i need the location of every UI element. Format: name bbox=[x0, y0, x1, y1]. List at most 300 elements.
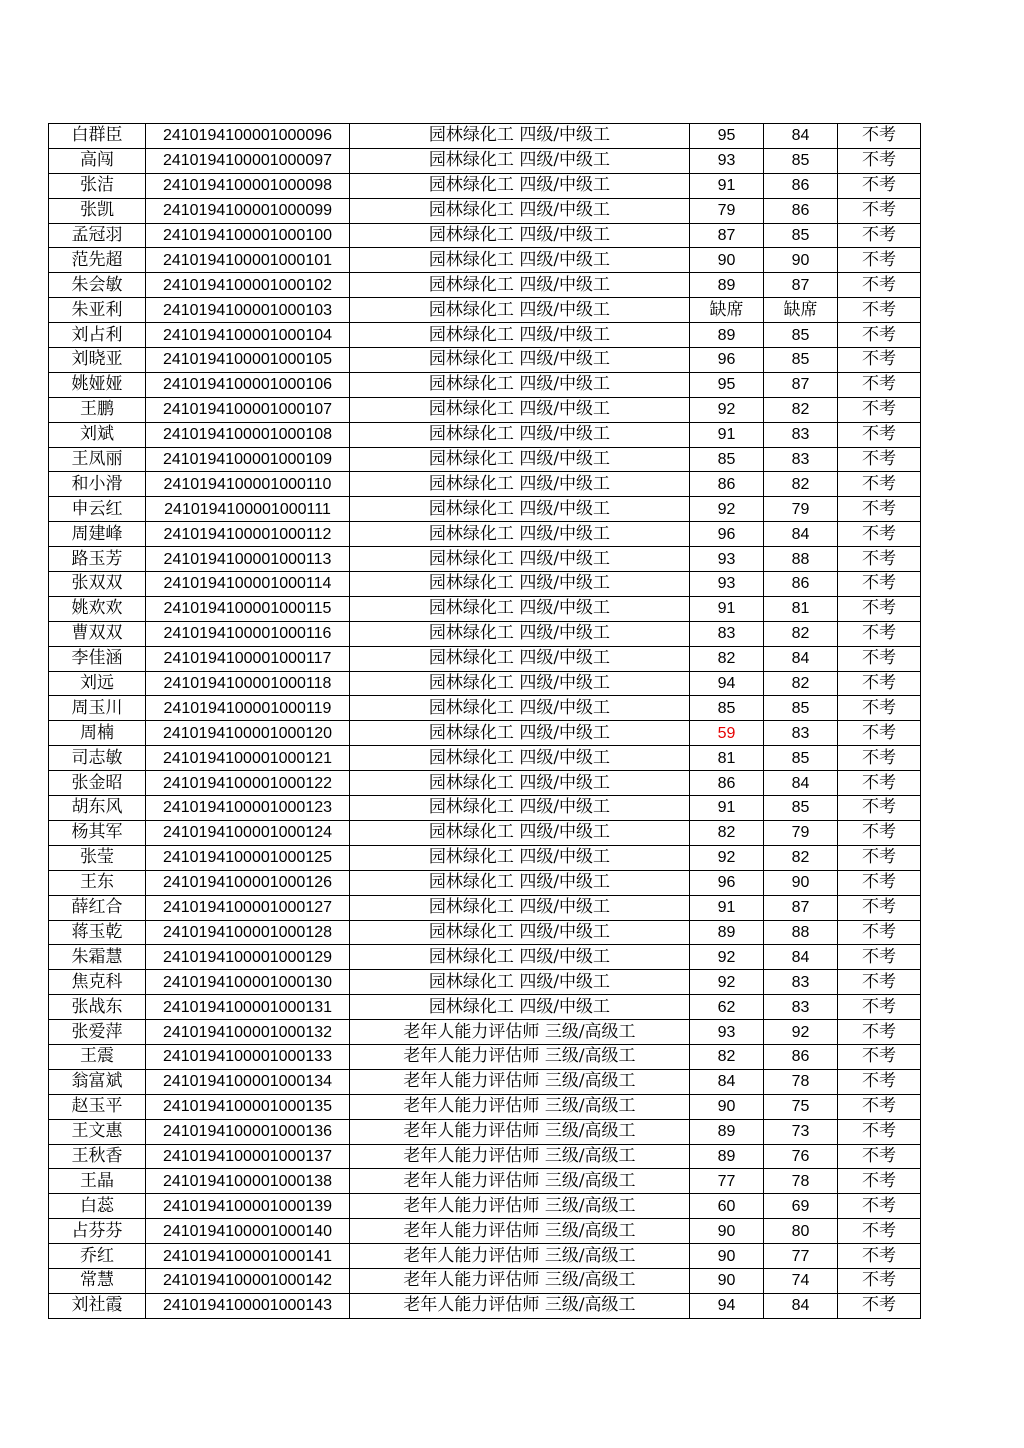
theory-score-cell: 93 bbox=[690, 148, 764, 173]
remark-cell: 不考 bbox=[838, 746, 921, 771]
theory-score-cell: 86 bbox=[690, 771, 764, 796]
ticket-id-cell: 2410194100001000110 bbox=[146, 472, 350, 497]
name-cell: 张莹 bbox=[49, 845, 146, 870]
table-row bbox=[49, 1144, 921, 1169]
occupation-cell: 园林绿化工 四级/中级工 bbox=[350, 497, 690, 522]
skill-score-cell: 78 bbox=[764, 1169, 838, 1194]
skill-score-cell: 75 bbox=[764, 1094, 838, 1119]
skill-score-cell: 86 bbox=[764, 173, 838, 198]
ticket-id-cell: 2410194100001000098 bbox=[146, 173, 350, 198]
occupation-cell: 老年人能力评估师 三级/高级工 bbox=[350, 1169, 690, 1194]
score-table-body bbox=[49, 124, 921, 1319]
remark-cell: 不考 bbox=[838, 447, 921, 472]
theory-score-cell: 81 bbox=[690, 746, 764, 771]
theory-score-cell: 84 bbox=[690, 1069, 764, 1094]
remark-cell: 不考 bbox=[838, 522, 921, 547]
table-row bbox=[49, 547, 921, 572]
skill-score-cell: 84 bbox=[764, 945, 838, 970]
remark-cell: 不考 bbox=[838, 323, 921, 348]
name-cell: 王震 bbox=[49, 1044, 146, 1069]
ticket-id-cell: 2410194100001000120 bbox=[146, 721, 350, 746]
theory-score-cell: 90 bbox=[690, 248, 764, 273]
remark-cell: 不考 bbox=[838, 845, 921, 870]
table-row bbox=[49, 273, 921, 298]
ticket-id-cell: 2410194100001000138 bbox=[146, 1169, 350, 1194]
theory-score-cell: 94 bbox=[690, 1293, 764, 1318]
ticket-id-cell: 2410194100001000099 bbox=[146, 198, 350, 223]
ticket-id-cell: 2410194100001000143 bbox=[146, 1293, 350, 1318]
remark-cell: 不考 bbox=[838, 945, 921, 970]
theory-score-cell: 86 bbox=[690, 472, 764, 497]
remark-cell: 不考 bbox=[838, 1144, 921, 1169]
theory-score-cell: 82 bbox=[690, 1044, 764, 1069]
skill-score-cell: 82 bbox=[764, 621, 838, 646]
skill-score-cell: 88 bbox=[764, 920, 838, 945]
table-row bbox=[49, 671, 921, 696]
remark-cell: 不考 bbox=[838, 497, 921, 522]
occupation-cell: 园林绿化工 四级/中级工 bbox=[350, 820, 690, 845]
table-row bbox=[49, 1293, 921, 1318]
name-cell: 周楠 bbox=[49, 721, 146, 746]
remark-cell: 不考 bbox=[838, 173, 921, 198]
theory-score-cell: 82 bbox=[690, 646, 764, 671]
remark-cell: 不考 bbox=[838, 646, 921, 671]
skill-score-cell: 84 bbox=[764, 771, 838, 796]
occupation-cell: 园林绿化工 四级/中级工 bbox=[350, 870, 690, 895]
occupation-cell: 老年人能力评估师 三级/高级工 bbox=[350, 1293, 690, 1318]
remark-cell: 不考 bbox=[838, 298, 921, 323]
occupation-cell: 老年人能力评估师 三级/高级工 bbox=[350, 1144, 690, 1169]
table-row bbox=[49, 1069, 921, 1094]
theory-score-cell: 85 bbox=[690, 696, 764, 721]
skill-score-cell: 87 bbox=[764, 372, 838, 397]
ticket-id-cell: 2410194100001000142 bbox=[146, 1268, 350, 1293]
skill-score-cell: 79 bbox=[764, 820, 838, 845]
remark-cell: 不考 bbox=[838, 1069, 921, 1094]
table-row bbox=[49, 820, 921, 845]
theory-score-cell: 89 bbox=[690, 920, 764, 945]
remark-cell: 不考 bbox=[838, 397, 921, 422]
name-cell: 李佳涵 bbox=[49, 646, 146, 671]
remark-cell: 不考 bbox=[838, 1020, 921, 1045]
ticket-id-cell: 2410194100001000117 bbox=[146, 646, 350, 671]
table-row bbox=[49, 1219, 921, 1244]
ticket-id-cell: 2410194100001000125 bbox=[146, 845, 350, 870]
occupation-cell: 园林绿化工 四级/中级工 bbox=[350, 646, 690, 671]
table-row bbox=[49, 447, 921, 472]
theory-score-cell: 60 bbox=[690, 1194, 764, 1219]
ticket-id-cell: 2410194100001000128 bbox=[146, 920, 350, 945]
name-cell: 赵玉平 bbox=[49, 1094, 146, 1119]
skill-score-cell: 84 bbox=[764, 1293, 838, 1318]
table-row bbox=[49, 348, 921, 373]
occupation-cell: 园林绿化工 四级/中级工 bbox=[350, 696, 690, 721]
table-row bbox=[49, 223, 921, 248]
skill-score-cell: 87 bbox=[764, 895, 838, 920]
theory-score-cell: 90 bbox=[690, 1094, 764, 1119]
table-row bbox=[49, 148, 921, 173]
remark-cell: 不考 bbox=[838, 1044, 921, 1069]
remark-cell: 不考 bbox=[838, 596, 921, 621]
remark-cell: 不考 bbox=[838, 547, 921, 572]
ticket-id-cell: 2410194100001000115 bbox=[146, 596, 350, 621]
theory-score-cell: 91 bbox=[690, 796, 764, 821]
occupation-cell: 老年人能力评估师 三级/高级工 bbox=[350, 1020, 690, 1045]
table-row bbox=[49, 522, 921, 547]
ticket-id-cell: 2410194100001000100 bbox=[146, 223, 350, 248]
occupation-cell: 老年人能力评估师 三级/高级工 bbox=[350, 1044, 690, 1069]
remark-cell: 不考 bbox=[838, 148, 921, 173]
occupation-cell: 园林绿化工 四级/中级工 bbox=[350, 796, 690, 821]
occupation-cell: 老年人能力评估师 三级/高级工 bbox=[350, 1268, 690, 1293]
theory-score-cell: 89 bbox=[690, 1119, 764, 1144]
ticket-id-cell: 2410194100001000130 bbox=[146, 970, 350, 995]
ticket-id-cell: 2410194100001000141 bbox=[146, 1244, 350, 1269]
occupation-cell: 老年人能力评估师 三级/高级工 bbox=[350, 1069, 690, 1094]
theory-score-cell: 91 bbox=[690, 895, 764, 920]
ticket-id-cell: 2410194100001000102 bbox=[146, 273, 350, 298]
name-cell: 翁富斌 bbox=[49, 1069, 146, 1094]
ticket-id-cell: 2410194100001000119 bbox=[146, 696, 350, 721]
table-row bbox=[49, 870, 921, 895]
occupation-cell: 园林绿化工 四级/中级工 bbox=[350, 273, 690, 298]
skill-score-cell: 82 bbox=[764, 397, 838, 422]
theory-score-cell: 95 bbox=[690, 372, 764, 397]
table-row bbox=[49, 497, 921, 522]
occupation-cell: 园林绿化工 四级/中级工 bbox=[350, 522, 690, 547]
table-row bbox=[49, 1244, 921, 1269]
ticket-id-cell: 2410194100001000106 bbox=[146, 372, 350, 397]
ticket-id-cell: 2410194100001000105 bbox=[146, 348, 350, 373]
skill-score-cell: 85 bbox=[764, 223, 838, 248]
skill-score-cell: 82 bbox=[764, 671, 838, 696]
table-row bbox=[49, 920, 921, 945]
remark-cell: 不考 bbox=[838, 124, 921, 149]
table-row bbox=[49, 124, 921, 149]
skill-score-cell: 79 bbox=[764, 497, 838, 522]
remark-cell: 不考 bbox=[838, 198, 921, 223]
skill-score-cell: 86 bbox=[764, 572, 838, 597]
skill-score-cell: 83 bbox=[764, 970, 838, 995]
name-cell: 曹双双 bbox=[49, 621, 146, 646]
name-cell: 张洁 bbox=[49, 173, 146, 198]
ticket-id-cell: 2410194100001000118 bbox=[146, 671, 350, 696]
skill-score-cell: 84 bbox=[764, 124, 838, 149]
remark-cell: 不考 bbox=[838, 472, 921, 497]
theory-score-cell: 62 bbox=[690, 995, 764, 1020]
table-row bbox=[49, 721, 921, 746]
theory-score-cell: 缺席 bbox=[690, 298, 764, 323]
skill-score-cell: 73 bbox=[764, 1119, 838, 1144]
name-cell: 朱霜慧 bbox=[49, 945, 146, 970]
theory-score-cell: 94 bbox=[690, 671, 764, 696]
name-cell: 范先超 bbox=[49, 248, 146, 273]
theory-score-cell: 89 bbox=[690, 1144, 764, 1169]
remark-cell: 不考 bbox=[838, 422, 921, 447]
table-row bbox=[49, 1094, 921, 1119]
theory-score-cell: 95 bbox=[690, 124, 764, 149]
skill-score-cell: 86 bbox=[764, 198, 838, 223]
table-row bbox=[49, 970, 921, 995]
remark-cell: 不考 bbox=[838, 1293, 921, 1318]
ticket-id-cell: 2410194100001000097 bbox=[146, 148, 350, 173]
ticket-id-cell: 2410194100001000101 bbox=[146, 248, 350, 273]
theory-score-cell: 91 bbox=[690, 173, 764, 198]
remark-cell: 不考 bbox=[838, 1194, 921, 1219]
skill-score-cell: 85 bbox=[764, 348, 838, 373]
ticket-id-cell: 2410194100001000109 bbox=[146, 447, 350, 472]
ticket-id-cell: 2410194100001000123 bbox=[146, 796, 350, 821]
occupation-cell: 园林绿化工 四级/中级工 bbox=[350, 746, 690, 771]
occupation-cell: 园林绿化工 四级/中级工 bbox=[350, 721, 690, 746]
ticket-id-cell: 2410194100001000135 bbox=[146, 1094, 350, 1119]
ticket-id-cell: 2410194100001000127 bbox=[146, 895, 350, 920]
theory-score-cell: 96 bbox=[690, 870, 764, 895]
name-cell: 占芬芬 bbox=[49, 1219, 146, 1244]
occupation-cell: 园林绿化工 四级/中级工 bbox=[350, 671, 690, 696]
skill-score-cell: 90 bbox=[764, 870, 838, 895]
skill-score-cell: 82 bbox=[764, 845, 838, 870]
remark-cell: 不考 bbox=[838, 372, 921, 397]
ticket-id-cell: 2410194100001000108 bbox=[146, 422, 350, 447]
occupation-cell: 园林绿化工 四级/中级工 bbox=[350, 920, 690, 945]
name-cell: 张战东 bbox=[49, 995, 146, 1020]
ticket-id-cell: 2410194100001000104 bbox=[146, 323, 350, 348]
name-cell: 王晶 bbox=[49, 1169, 146, 1194]
remark-cell: 不考 bbox=[838, 1119, 921, 1144]
skill-score-cell: 83 bbox=[764, 422, 838, 447]
name-cell: 高闯 bbox=[49, 148, 146, 173]
occupation-cell: 园林绿化工 四级/中级工 bbox=[350, 970, 690, 995]
skill-score-cell: 90 bbox=[764, 248, 838, 273]
ticket-id-cell: 2410194100001000129 bbox=[146, 945, 350, 970]
name-cell: 周玉川 bbox=[49, 696, 146, 721]
theory-score-cell: 90 bbox=[690, 1244, 764, 1269]
theory-score-cell: 79 bbox=[690, 198, 764, 223]
name-cell: 路玉芳 bbox=[49, 547, 146, 572]
theory-score-cell: 93 bbox=[690, 1020, 764, 1045]
remark-cell: 不考 bbox=[838, 273, 921, 298]
remark-cell: 不考 bbox=[838, 771, 921, 796]
skill-score-cell: 83 bbox=[764, 995, 838, 1020]
occupation-cell: 园林绿化工 四级/中级工 bbox=[350, 945, 690, 970]
ticket-id-cell: 2410194100001000114 bbox=[146, 572, 350, 597]
theory-score-cell: 96 bbox=[690, 348, 764, 373]
name-cell: 张双双 bbox=[49, 572, 146, 597]
ticket-id-cell: 2410194100001000111 bbox=[146, 497, 350, 522]
ticket-id-cell: 2410194100001000137 bbox=[146, 1144, 350, 1169]
name-cell: 姚欢欢 bbox=[49, 596, 146, 621]
table-row bbox=[49, 845, 921, 870]
occupation-cell: 园林绿化工 四级/中级工 bbox=[350, 397, 690, 422]
occupation-cell: 园林绿化工 四级/中级工 bbox=[350, 621, 690, 646]
table-row bbox=[49, 173, 921, 198]
theory-score-cell: 85 bbox=[690, 447, 764, 472]
skill-score-cell: 69 bbox=[764, 1194, 838, 1219]
table-row bbox=[49, 945, 921, 970]
name-cell: 和小滑 bbox=[49, 472, 146, 497]
theory-score-cell: 92 bbox=[690, 845, 764, 870]
ticket-id-cell: 2410194100001000133 bbox=[146, 1044, 350, 1069]
occupation-cell: 老年人能力评估师 三级/高级工 bbox=[350, 1094, 690, 1119]
name-cell: 司志敏 bbox=[49, 746, 146, 771]
name-cell: 杨其军 bbox=[49, 820, 146, 845]
name-cell: 刘社霞 bbox=[49, 1293, 146, 1318]
occupation-cell: 园林绿化工 四级/中级工 bbox=[350, 198, 690, 223]
table-row bbox=[49, 372, 921, 397]
name-cell: 周建峰 bbox=[49, 522, 146, 547]
remark-cell: 不考 bbox=[838, 1094, 921, 1119]
table-row bbox=[49, 248, 921, 273]
name-cell: 张爱萍 bbox=[49, 1020, 146, 1045]
name-cell: 王秋香 bbox=[49, 1144, 146, 1169]
table-row bbox=[49, 323, 921, 348]
skill-score-cell: 85 bbox=[764, 148, 838, 173]
name-cell: 王文惠 bbox=[49, 1119, 146, 1144]
name-cell: 姚娅娅 bbox=[49, 372, 146, 397]
remark-cell: 不考 bbox=[838, 1244, 921, 1269]
score-table bbox=[48, 123, 921, 1319]
theory-score-cell: 92 bbox=[690, 397, 764, 422]
name-cell: 刘晓亚 bbox=[49, 348, 146, 373]
remark-cell: 不考 bbox=[838, 671, 921, 696]
name-cell: 蒋玉乾 bbox=[49, 920, 146, 945]
theory-score-cell: 91 bbox=[690, 422, 764, 447]
table-row bbox=[49, 796, 921, 821]
ticket-id-cell: 2410194100001000126 bbox=[146, 870, 350, 895]
name-cell: 刘斌 bbox=[49, 422, 146, 447]
ticket-id-cell: 2410194100001000096 bbox=[146, 124, 350, 149]
ticket-id-cell: 2410194100001000134 bbox=[146, 1069, 350, 1094]
ticket-id-cell: 2410194100001000140 bbox=[146, 1219, 350, 1244]
name-cell: 白群臣 bbox=[49, 124, 146, 149]
theory-score-cell: 89 bbox=[690, 323, 764, 348]
skill-score-cell: 85 bbox=[764, 796, 838, 821]
ticket-id-cell: 2410194100001000116 bbox=[146, 621, 350, 646]
skill-score-cell: 77 bbox=[764, 1244, 838, 1269]
occupation-cell: 园林绿化工 四级/中级工 bbox=[350, 547, 690, 572]
table-row bbox=[49, 1194, 921, 1219]
table-row bbox=[49, 771, 921, 796]
ticket-id-cell: 2410194100001000132 bbox=[146, 1020, 350, 1045]
occupation-cell: 园林绿化工 四级/中级工 bbox=[350, 173, 690, 198]
remark-cell: 不考 bbox=[838, 721, 921, 746]
theory-score-cell: 92 bbox=[690, 497, 764, 522]
name-cell: 张金昭 bbox=[49, 771, 146, 796]
theory-score-cell: 92 bbox=[690, 970, 764, 995]
ticket-id-cell: 2410194100001000113 bbox=[146, 547, 350, 572]
occupation-cell: 园林绿化工 四级/中级工 bbox=[350, 223, 690, 248]
table-row bbox=[49, 397, 921, 422]
name-cell: 朱会敏 bbox=[49, 273, 146, 298]
name-cell: 申云红 bbox=[49, 497, 146, 522]
occupation-cell: 园林绿化工 四级/中级工 bbox=[350, 248, 690, 273]
name-cell: 王凤丽 bbox=[49, 447, 146, 472]
ticket-id-cell: 2410194100001000107 bbox=[146, 397, 350, 422]
table-row bbox=[49, 1169, 921, 1194]
skill-score-cell: 76 bbox=[764, 1144, 838, 1169]
table-row bbox=[49, 995, 921, 1020]
theory-score-cell: 83 bbox=[690, 621, 764, 646]
table-row bbox=[49, 1119, 921, 1144]
table-row bbox=[49, 422, 921, 447]
occupation-cell: 园林绿化工 四级/中级工 bbox=[350, 323, 690, 348]
remark-cell: 不考 bbox=[838, 696, 921, 721]
remark-cell: 不考 bbox=[838, 248, 921, 273]
table-row bbox=[49, 1020, 921, 1045]
occupation-cell: 老年人能力评估师 三级/高级工 bbox=[350, 1219, 690, 1244]
skill-score-cell: 84 bbox=[764, 522, 838, 547]
name-cell: 胡东风 bbox=[49, 796, 146, 821]
skill-score-cell: 86 bbox=[764, 1044, 838, 1069]
theory-score-cell: 92 bbox=[690, 945, 764, 970]
theory-score-cell: 89 bbox=[690, 273, 764, 298]
occupation-cell: 园林绿化工 四级/中级工 bbox=[350, 372, 690, 397]
ticket-id-cell: 2410194100001000122 bbox=[146, 771, 350, 796]
theory-score-cell: 77 bbox=[690, 1169, 764, 1194]
theory-score-cell: 96 bbox=[690, 522, 764, 547]
skill-score-cell: 80 bbox=[764, 1219, 838, 1244]
ticket-id-cell: 2410194100001000112 bbox=[146, 522, 350, 547]
occupation-cell: 园林绿化工 四级/中级工 bbox=[350, 995, 690, 1020]
theory-score-cell: 93 bbox=[690, 547, 764, 572]
occupation-cell: 园林绿化工 四级/中级工 bbox=[350, 771, 690, 796]
table-row bbox=[49, 895, 921, 920]
skill-score-cell: 83 bbox=[764, 447, 838, 472]
skill-score-cell: 83 bbox=[764, 721, 838, 746]
occupation-cell: 老年人能力评估师 三级/高级工 bbox=[350, 1194, 690, 1219]
table-row bbox=[49, 696, 921, 721]
remark-cell: 不考 bbox=[838, 621, 921, 646]
name-cell: 朱亚利 bbox=[49, 298, 146, 323]
theory-score-cell: 90 bbox=[690, 1219, 764, 1244]
skill-score-cell: 缺席 bbox=[764, 298, 838, 323]
skill-score-cell: 78 bbox=[764, 1069, 838, 1094]
occupation-cell: 园林绿化工 四级/中级工 bbox=[350, 572, 690, 597]
skill-score-cell: 85 bbox=[764, 746, 838, 771]
occupation-cell: 园林绿化工 四级/中级工 bbox=[350, 298, 690, 323]
table-row bbox=[49, 646, 921, 671]
skill-score-cell: 74 bbox=[764, 1268, 838, 1293]
name-cell: 白蕊 bbox=[49, 1194, 146, 1219]
occupation-cell: 园林绿化工 四级/中级工 bbox=[350, 148, 690, 173]
remark-cell: 不考 bbox=[838, 870, 921, 895]
skill-score-cell: 85 bbox=[764, 696, 838, 721]
table-row bbox=[49, 298, 921, 323]
remark-cell: 不考 bbox=[838, 820, 921, 845]
remark-cell: 不考 bbox=[838, 223, 921, 248]
table-row bbox=[49, 198, 921, 223]
skill-score-cell: 81 bbox=[764, 596, 838, 621]
table-row bbox=[49, 472, 921, 497]
theory-score-cell: 82 bbox=[690, 820, 764, 845]
name-cell: 乔红 bbox=[49, 1244, 146, 1269]
occupation-cell: 园林绿化工 四级/中级工 bbox=[350, 895, 690, 920]
remark-cell: 不考 bbox=[838, 1169, 921, 1194]
skill-score-cell: 84 bbox=[764, 646, 838, 671]
occupation-cell: 园林绿化工 四级/中级工 bbox=[350, 124, 690, 149]
occupation-cell: 园林绿化工 四级/中级工 bbox=[350, 596, 690, 621]
occupation-cell: 园林绿化工 四级/中级工 bbox=[350, 348, 690, 373]
table-row bbox=[49, 1044, 921, 1069]
name-cell: 王鹏 bbox=[49, 397, 146, 422]
name-cell: 孟冠羽 bbox=[49, 223, 146, 248]
theory-score-cell: 59 bbox=[690, 721, 764, 746]
occupation-cell: 园林绿化工 四级/中级工 bbox=[350, 472, 690, 497]
ticket-id-cell: 2410194100001000131 bbox=[146, 995, 350, 1020]
theory-score-cell: 91 bbox=[690, 596, 764, 621]
remark-cell: 不考 bbox=[838, 796, 921, 821]
